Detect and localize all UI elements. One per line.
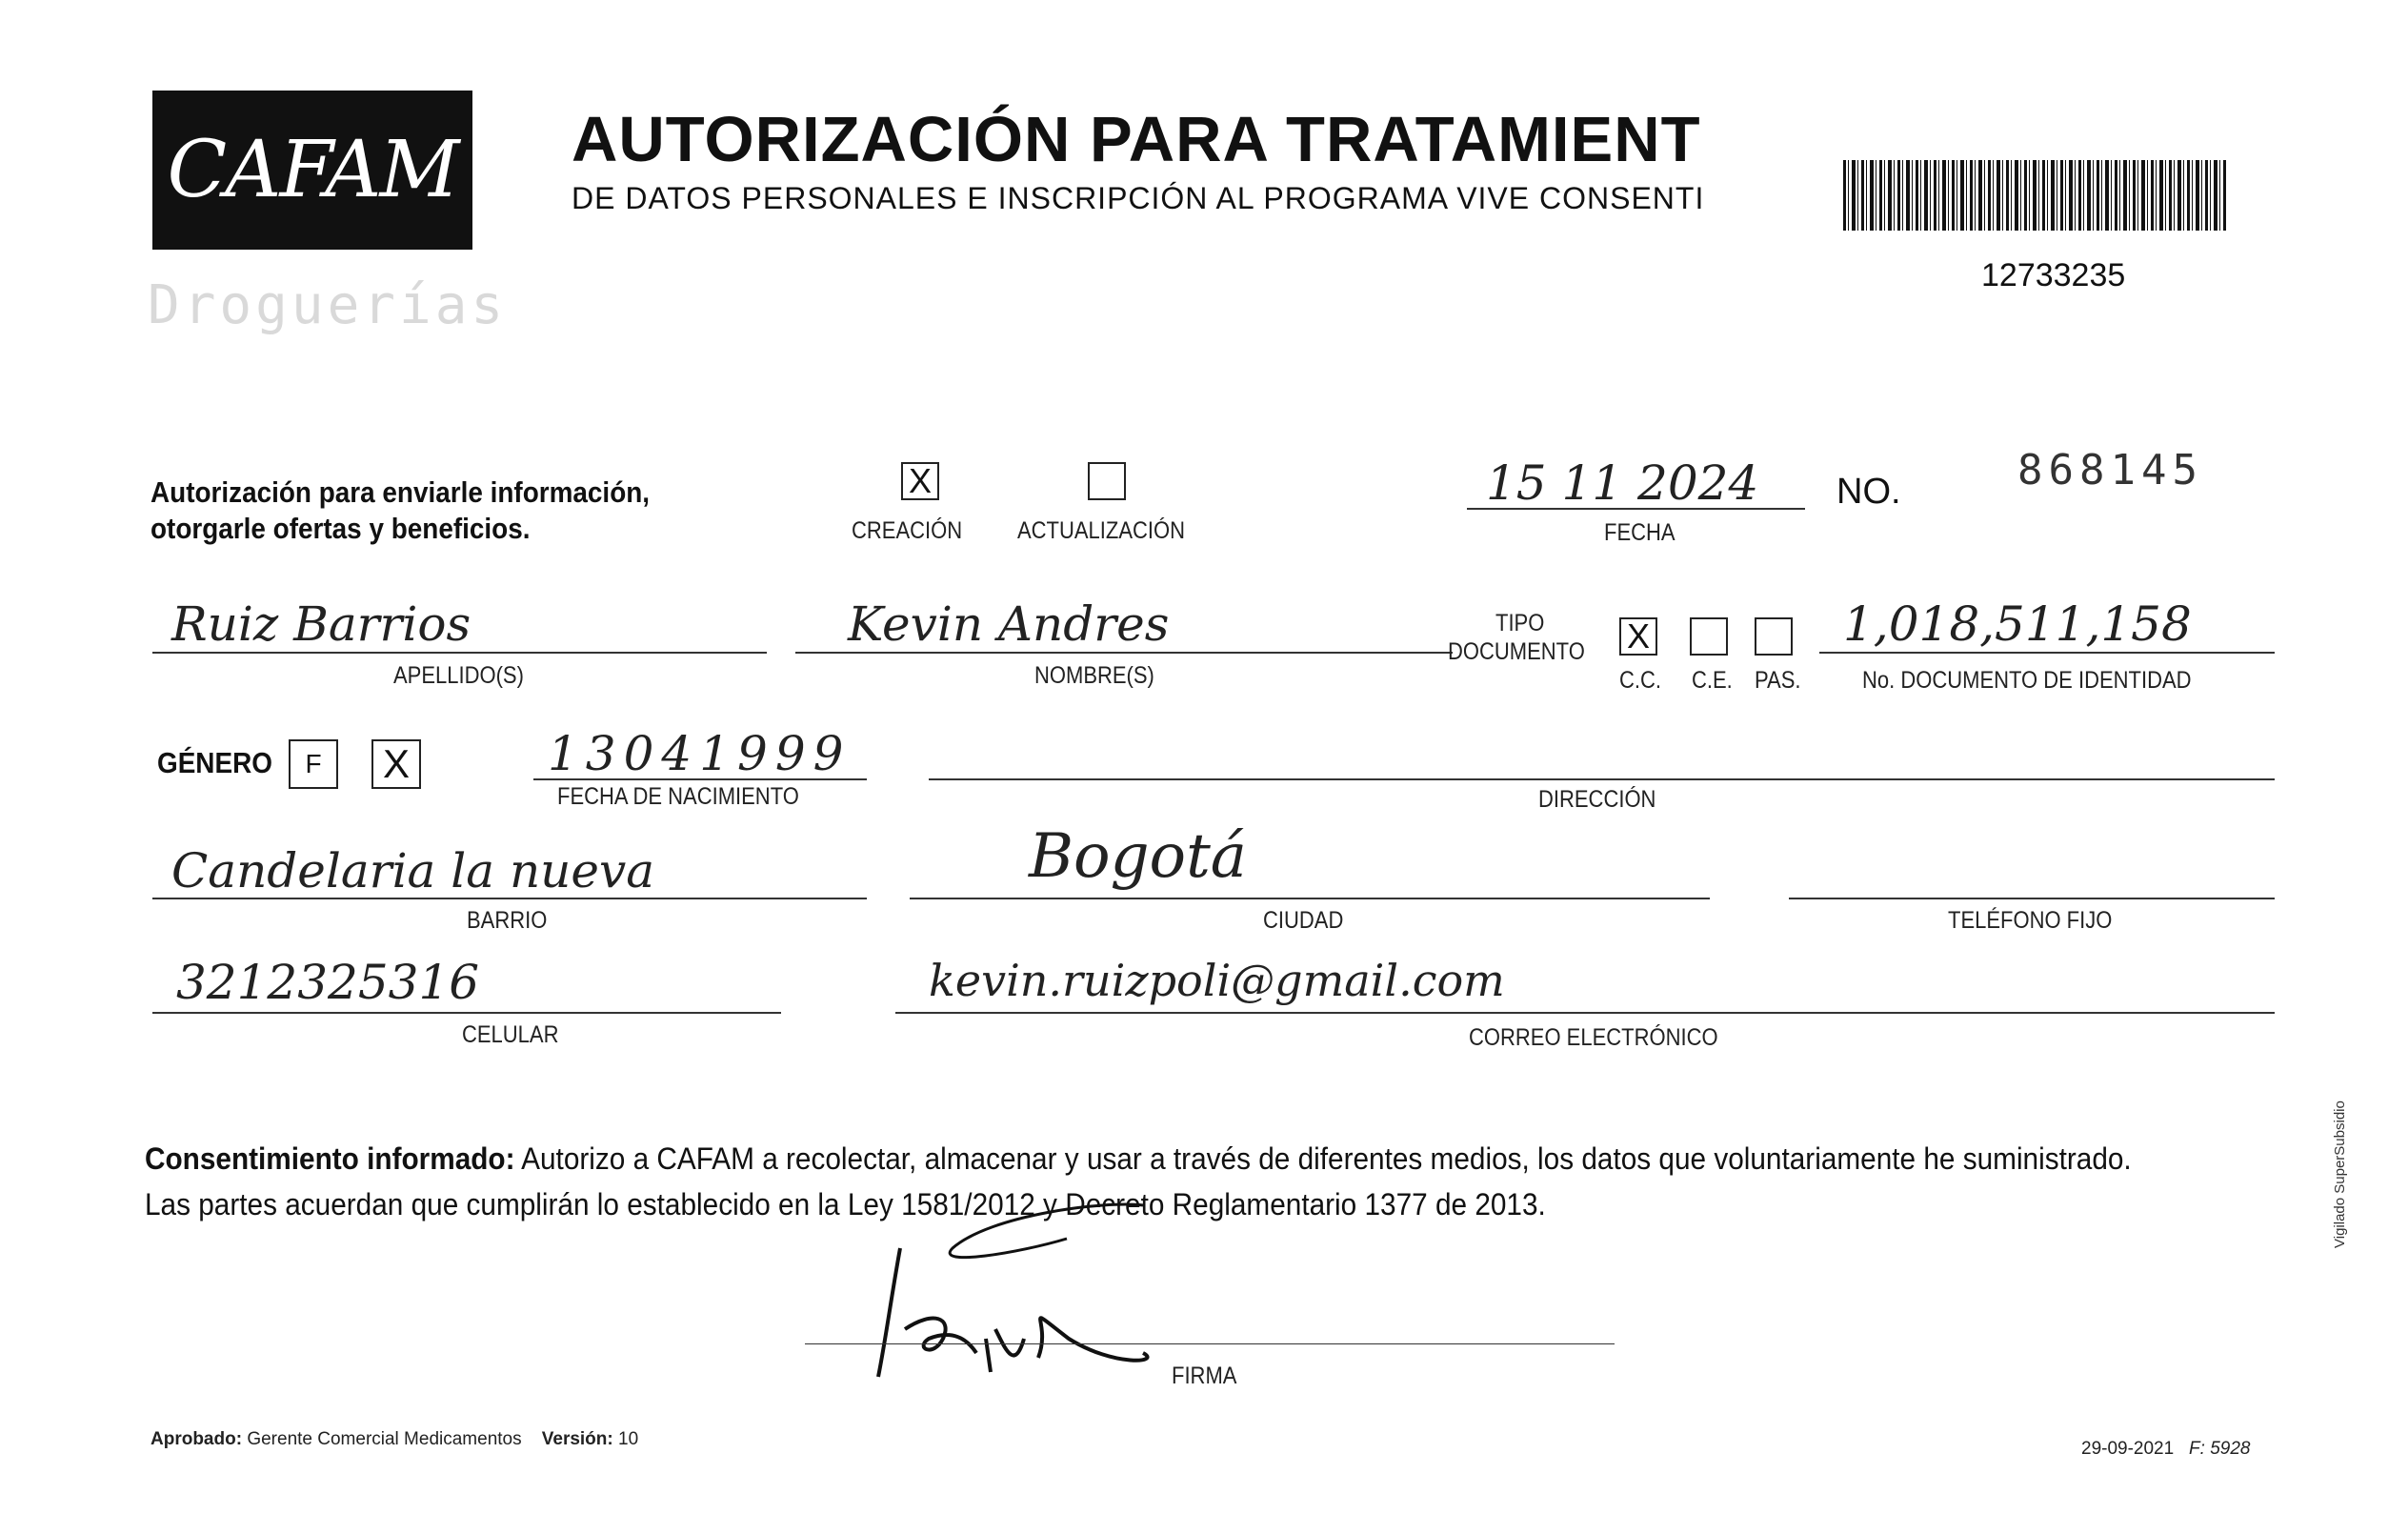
pas-checkbox[interactable] [1755, 617, 1793, 656]
direccion-label: DIRECCIÓN [1538, 786, 1656, 813]
consent-bold: Consentimiento informado: [145, 1141, 515, 1176]
correo-value[interactable]: kevin.ruizpoli@gmail.com [929, 955, 1505, 1006]
fecha-label: FECHA [1604, 519, 1676, 546]
barrio-value[interactable]: Candelaria la nueva [171, 843, 655, 898]
correo-label: CORREO ELECTRÓNICO [1469, 1024, 1718, 1051]
direccion-field[interactable] [929, 778, 2275, 780]
consent-text: Autorizo a CAFAM a recolectar, almacenar y usar a través de diferentes medios, los datos que voluntariamente he suministrado. Las partes acuerdan que cumplirán lo establecido en la Ley 1581/2012 y Decreto Reglamentario 1377 de 2013. [145, 1141, 2132, 1221]
form-subtitle: DE DATOS PERSONALES E INSCRIPCIÓN AL PROGRAMA VIVE CONSENTI [572, 181, 1705, 215]
barrio-label: BARRIO [467, 907, 548, 934]
cc-label: C.C. [1619, 667, 1661, 694]
ce-checkbox[interactable] [1690, 617, 1728, 656]
celular-value[interactable]: 3212325316 [176, 955, 480, 1010]
form-number: 868145 [2017, 446, 2203, 495]
creacion-checkbox[interactable]: X [901, 462, 939, 500]
genero-m-checkbox[interactable]: X [371, 739, 421, 789]
tipo-label: TIPO [1495, 610, 1545, 636]
ce-label: C.E. [1692, 667, 1733, 694]
apellidos-label: APELLIDO(S) [393, 662, 524, 689]
genero-f-checkbox[interactable]: F [289, 739, 338, 789]
logo-subtitle: Droguerías [148, 274, 508, 336]
ciudad-value[interactable]: Bogotá [1029, 821, 1247, 892]
documento-value[interactable]: 1,018,511,158 [1843, 596, 2192, 652]
actualizacion-checkbox[interactable] [1088, 462, 1126, 500]
supersubsidio-mark: Vigilado SuperSubsidio [2332, 1100, 2348, 1248]
ciudad-label: CIUDAD [1263, 907, 1344, 934]
nombres-value[interactable]: Kevin Andres [848, 596, 1170, 652]
fecha-nacimiento-value[interactable]: 13041999 [548, 726, 852, 781]
form-title: AUTORIZACIÓN PARA TRATAMIENT [572, 104, 1701, 175]
actualizacion-label: ACTUALIZACIÓN [1017, 517, 1186, 544]
barcode-number: 12733235 [1981, 257, 2126, 293]
cc-checkbox[interactable]: X [1619, 617, 1657, 656]
creacion-label: CREACIÓN [852, 517, 963, 544]
barcode-image [1843, 160, 2226, 231]
telefono-field[interactable] [1789, 898, 2275, 899]
no-label: NO. [1836, 472, 1901, 512]
intro-text: Autorización para enviarle información, otorgarle ofertas y beneficios. [150, 475, 651, 545]
cafam-logo [152, 91, 472, 250]
nombres-label: NOMBRE(S) [1034, 662, 1154, 689]
celular-label: CELULAR [462, 1021, 559, 1048]
telefono-label: TELÉFONO FIJO [1948, 907, 2113, 934]
fecha-nacimiento-label: FECHA DE NACIMIENTO [557, 783, 799, 810]
genero-label: GÉNERO [157, 746, 272, 779]
fecha-value[interactable]: 15 11 2024 [1486, 455, 1759, 511]
documento-numero-label: No. DOCUMENTO DE IDENTIDAD [1862, 667, 2192, 694]
documento-label: DOCUMENTO [1448, 638, 1585, 665]
apellidos-value[interactable]: Ruiz Barrios [171, 596, 472, 652]
footer-date: 29-09-2021 F: 5928 [2081, 1439, 2251, 1459]
footer-approval: Aprobado: Gerente Comercial Medicamentos Versión: 10 [150, 1429, 639, 1449]
logo-text: CAFAM [167, 125, 458, 215]
firma-label: FIRMA [1172, 1363, 1237, 1389]
signature-image [800, 1196, 1314, 1386]
pas-label: PAS. [1755, 667, 1801, 694]
